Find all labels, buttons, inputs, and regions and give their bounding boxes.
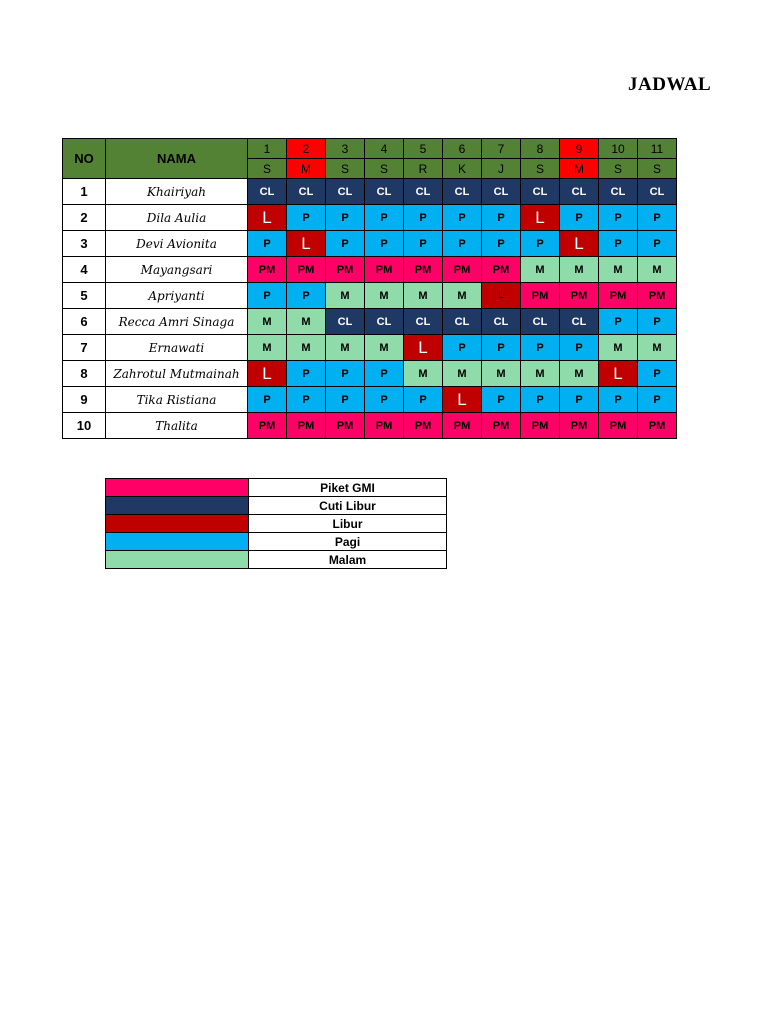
row-number: 3 — [63, 231, 106, 257]
shift-cell: M — [287, 309, 326, 335]
shift-cell: PM — [248, 413, 287, 439]
shift-cell: CL — [326, 309, 365, 335]
shift-cell: M — [560, 361, 599, 387]
shift-cell: PM — [599, 413, 638, 439]
day-header: 10 — [599, 139, 638, 159]
table-row — [63, 361, 677, 387]
shift-cell: M — [326, 335, 365, 361]
day-header: 1 — [248, 139, 287, 159]
employee-name: Tika Ristiana — [106, 387, 248, 413]
shift-cell: M — [599, 257, 638, 283]
header-no: NO — [63, 139, 106, 179]
shift-cell: CL — [560, 179, 599, 205]
shift-cell: PM — [560, 283, 599, 309]
shift-cell: CL — [404, 309, 443, 335]
shift-cell: M — [599, 335, 638, 361]
day-header: 5 — [404, 139, 443, 159]
shift-cell: P — [365, 361, 404, 387]
employee-name: Devi Avionita — [106, 231, 248, 257]
shift-cell: PM — [482, 413, 521, 439]
legend-label: Malam — [249, 551, 447, 569]
shift-cell: P — [482, 231, 521, 257]
shift-cell: P — [248, 283, 287, 309]
shift-cell: M — [365, 335, 404, 361]
employee-name: Thalita — [106, 413, 248, 439]
table-row — [63, 179, 677, 205]
shift-cell: PM — [365, 413, 404, 439]
legend-table — [105, 478, 447, 569]
shift-cell: PM — [521, 413, 560, 439]
legend-swatch — [106, 479, 249, 497]
shift-cell: P — [599, 205, 638, 231]
legend-row — [106, 497, 447, 515]
legend-swatch — [106, 515, 249, 533]
shift-cell: P — [560, 387, 599, 413]
shift-cell: M — [365, 283, 404, 309]
legend-body — [106, 479, 447, 569]
table-row — [63, 387, 677, 413]
schedule-table — [62, 138, 677, 439]
shift-cell: PM — [287, 257, 326, 283]
shift-cell: P — [560, 205, 599, 231]
shift-cell: P — [365, 387, 404, 413]
shift-cell: M — [326, 283, 365, 309]
legend-swatch — [106, 497, 249, 515]
shift-cell: P — [443, 231, 482, 257]
shift-cell: M — [287, 335, 326, 361]
shift-cell: L — [248, 361, 287, 387]
row-number: 5 — [63, 283, 106, 309]
row-number: 6 — [63, 309, 106, 335]
shift-cell: L — [248, 205, 287, 231]
employee-name: Zahrotul Mutmainah — [106, 361, 248, 387]
shift-cell: PM — [326, 413, 365, 439]
shift-cell: L — [443, 387, 482, 413]
shift-cell: PM — [326, 257, 365, 283]
legend-row — [106, 515, 447, 533]
weekday-header: K — [443, 159, 482, 179]
shift-cell: CL — [521, 179, 560, 205]
weekday-header: S — [599, 159, 638, 179]
table-row — [63, 309, 677, 335]
weekday-header: R — [404, 159, 443, 179]
weekday-header: S — [521, 159, 560, 179]
legend-swatch — [106, 551, 249, 569]
shift-cell: PM — [248, 257, 287, 283]
weekday-header: S — [326, 159, 365, 179]
legend-row — [106, 479, 447, 497]
shift-cell: P — [248, 231, 287, 257]
shift-cell: P — [599, 387, 638, 413]
shift-cell: M — [521, 361, 560, 387]
shift-cell: P — [365, 205, 404, 231]
shift-cell: P — [521, 335, 560, 361]
shift-cell: P — [638, 205, 677, 231]
shift-cell: M — [443, 361, 482, 387]
day-header: 4 — [365, 139, 404, 159]
table-row — [63, 283, 677, 309]
shift-cell: P — [404, 387, 443, 413]
shift-cell: M — [482, 361, 521, 387]
shift-cell: M — [443, 283, 482, 309]
shift-cell: L — [521, 205, 560, 231]
shift-cell: P — [521, 387, 560, 413]
shift-cell: M — [404, 361, 443, 387]
shift-cell: P — [404, 231, 443, 257]
day-header: 6 — [443, 139, 482, 159]
day-header: 7 — [482, 139, 521, 159]
legend-row — [106, 533, 447, 551]
shift-cell: PM — [443, 257, 482, 283]
table-row — [63, 335, 677, 361]
weekday-header: S — [638, 159, 677, 179]
shift-cell: P — [326, 361, 365, 387]
shift-cell: P — [287, 283, 326, 309]
shift-cell: P — [365, 231, 404, 257]
shift-cell: PM — [404, 413, 443, 439]
shift-cell: P — [482, 335, 521, 361]
shift-cell: CL — [638, 179, 677, 205]
legend-label: Pagi — [249, 533, 447, 551]
row-number: 7 — [63, 335, 106, 361]
shift-cell: P — [638, 231, 677, 257]
shift-cell: PM — [443, 413, 482, 439]
shift-cell: P — [638, 309, 677, 335]
shift-cell: P — [287, 387, 326, 413]
table-row — [63, 413, 677, 439]
shift-cell: CL — [365, 309, 404, 335]
shift-cell: CL — [365, 179, 404, 205]
shift-cell: P — [326, 205, 365, 231]
shift-cell: PM — [638, 413, 677, 439]
employee-name: Apriyanti — [106, 283, 248, 309]
shift-cell: P — [443, 205, 482, 231]
shift-cell: M — [638, 335, 677, 361]
weekday-header: M — [560, 159, 599, 179]
shift-cell: M — [248, 309, 287, 335]
shift-cell: CL — [599, 179, 638, 205]
shift-cell: P — [482, 387, 521, 413]
shift-cell: L — [482, 283, 521, 309]
shift-cell: P — [599, 231, 638, 257]
shift-cell: PM — [638, 283, 677, 309]
employee-name: Recca Amri Sinaga — [106, 309, 248, 335]
legend-label: Libur — [249, 515, 447, 533]
shift-cell: P — [521, 231, 560, 257]
shift-cell: CL — [248, 179, 287, 205]
shift-cell: PM — [560, 413, 599, 439]
day-header: 9 — [560, 139, 599, 159]
schedule-body — [63, 179, 677, 439]
table-row — [63, 257, 677, 283]
shift-cell: PM — [482, 257, 521, 283]
shift-cell: CL — [326, 179, 365, 205]
row-number: 4 — [63, 257, 106, 283]
weekday-header: J — [482, 159, 521, 179]
shift-cell: P — [443, 335, 482, 361]
shift-cell: CL — [521, 309, 560, 335]
shift-cell: P — [482, 205, 521, 231]
legend-swatch — [106, 533, 249, 551]
shift-cell: CL — [404, 179, 443, 205]
shift-cell: P — [560, 335, 599, 361]
shift-cell: M — [638, 257, 677, 283]
shift-cell: P — [287, 205, 326, 231]
shift-cell: CL — [443, 179, 482, 205]
page-title: JADWAL — [628, 74, 712, 95]
table-row — [63, 205, 677, 231]
employee-name: Mayangsari — [106, 257, 248, 283]
day-header: 3 — [326, 139, 365, 159]
row-number: 1 — [63, 179, 106, 205]
day-header: 11 — [638, 139, 677, 159]
shift-cell: P — [326, 387, 365, 413]
legend-label: Piket GMI — [249, 479, 447, 497]
employee-name: Ernawati — [106, 335, 248, 361]
header-nama: NAMA — [106, 139, 248, 179]
shift-cell: PM — [521, 283, 560, 309]
shift-cell: P — [248, 387, 287, 413]
shift-cell: M — [560, 257, 599, 283]
row-number: 8 — [63, 361, 106, 387]
shift-cell: M — [521, 257, 560, 283]
shift-cell: PM — [599, 283, 638, 309]
row-number: 9 — [63, 387, 106, 413]
shift-cell: PM — [404, 257, 443, 283]
weekday-header: M — [287, 159, 326, 179]
legend-row — [106, 551, 447, 569]
row-number: 10 — [63, 413, 106, 439]
shift-cell: P — [599, 309, 638, 335]
shift-cell: P — [287, 361, 326, 387]
header-row-days — [63, 139, 677, 159]
shift-cell: PM — [287, 413, 326, 439]
shift-cell: CL — [482, 179, 521, 205]
legend-label: Cuti Libur — [249, 497, 447, 515]
shift-cell: CL — [443, 309, 482, 335]
day-header: 8 — [521, 139, 560, 159]
employee-name: Dila Aulia — [106, 205, 248, 231]
shift-cell: CL — [287, 179, 326, 205]
shift-cell: M — [248, 335, 287, 361]
shift-cell: CL — [482, 309, 521, 335]
row-number: 2 — [63, 205, 106, 231]
weekday-header: S — [248, 159, 287, 179]
shift-cell: P — [326, 231, 365, 257]
employee-name: Khairiyah — [106, 179, 248, 205]
shift-cell: P — [404, 205, 443, 231]
shift-cell: P — [638, 361, 677, 387]
weekday-header: S — [365, 159, 404, 179]
shift-cell: CL — [560, 309, 599, 335]
shift-cell: PM — [365, 257, 404, 283]
shift-cell: M — [404, 283, 443, 309]
shift-cell: L — [560, 231, 599, 257]
shift-cell: L — [599, 361, 638, 387]
day-header: 2 — [287, 139, 326, 159]
table-row — [63, 231, 677, 257]
shift-cell: L — [287, 231, 326, 257]
shift-cell: P — [638, 387, 677, 413]
shift-cell: L — [404, 335, 443, 361]
